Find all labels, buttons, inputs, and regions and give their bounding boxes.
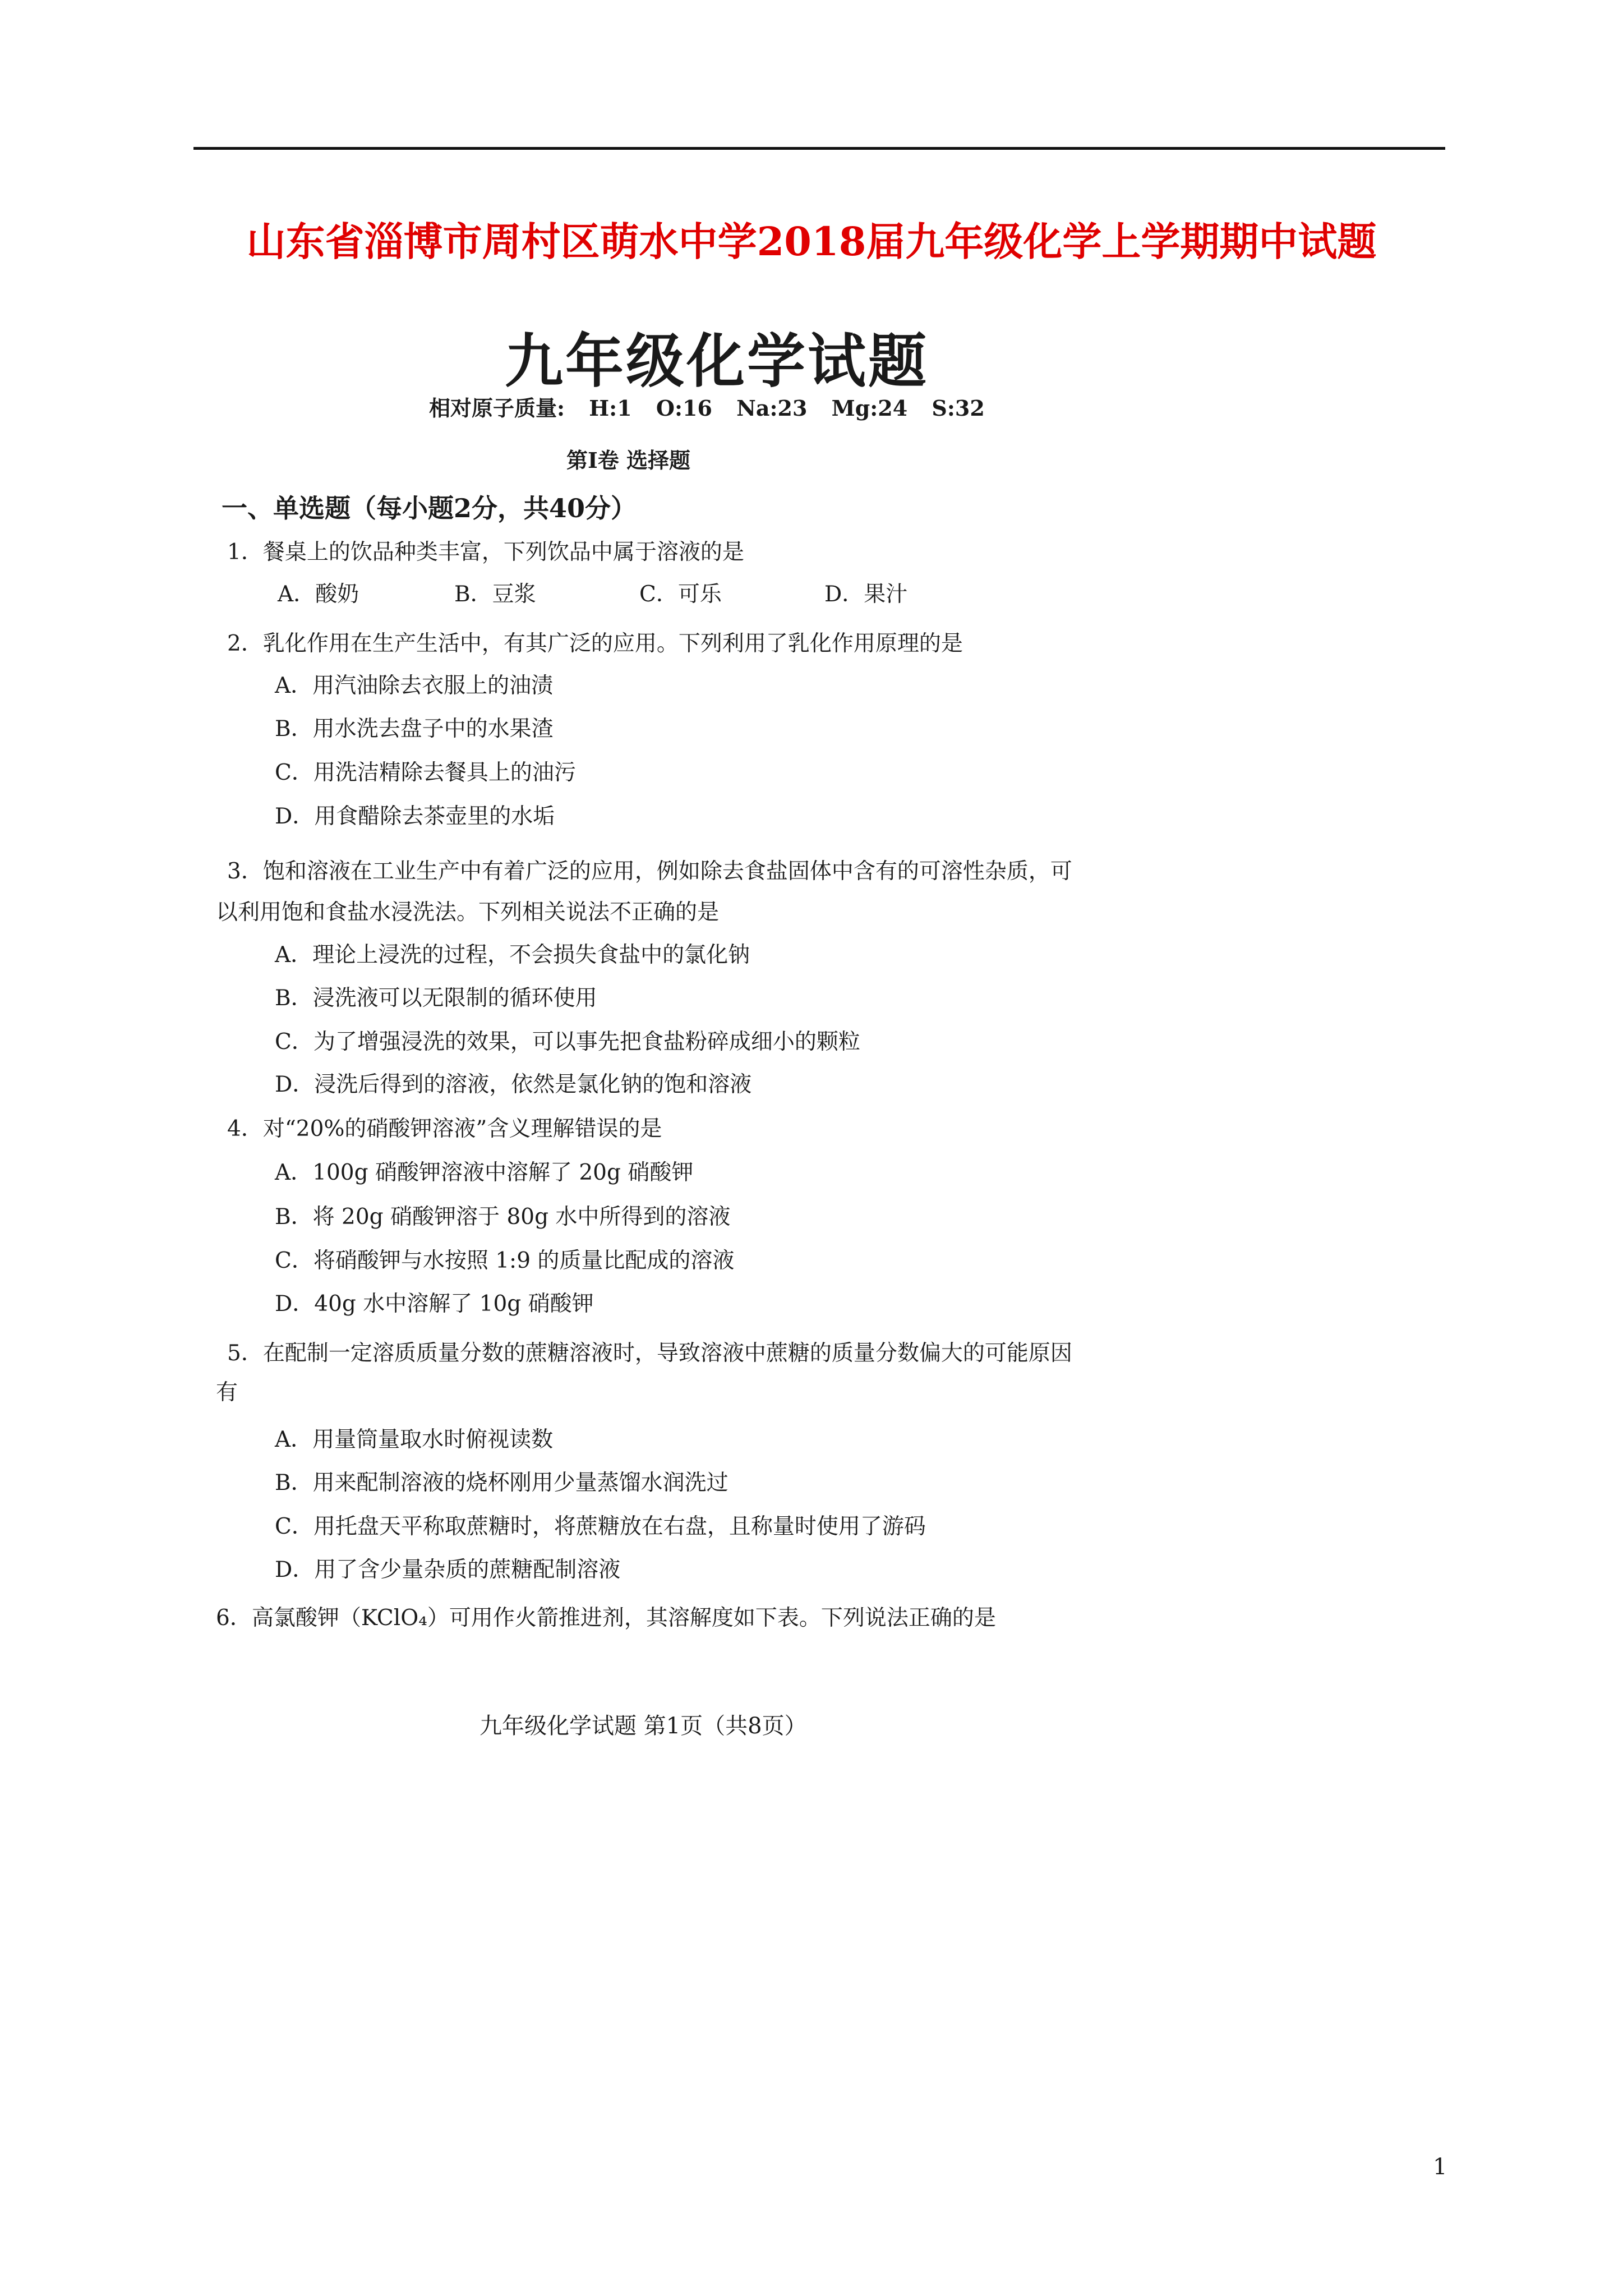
question-stem: 3．饱和溶液在工业生产中有着广泛的应用，例如除去食盐固体中含有的可溶性杂质，可 — [227, 859, 1072, 884]
option: B．将 20g 硝酸钾溶于 80g 水中所得到的溶液 — [275, 1204, 731, 1230]
header-rule — [193, 147, 1445, 150]
atomic-mass-item: H:1 — [589, 395, 632, 421]
question-stem-continued: 有 — [216, 1380, 238, 1405]
option: C．可乐 — [639, 582, 722, 607]
option: D．浸洗后得到的溶液，依然是氯化钠的饱和溶液 — [275, 1072, 752, 1097]
question-stem-continued: 以利用饱和食盐水浸洗法。下列相关说法不正确的是 — [216, 900, 720, 925]
option: D．用食醋除去茶壶里的水垢 — [275, 804, 555, 829]
atomic-mass-item: Mg:24 — [831, 395, 908, 421]
option: A．用量筒量取水时俯视读数 — [275, 1427, 554, 1452]
option: A．酸奶 — [278, 582, 359, 607]
running-footer: 九年级化学试题 第1页（共8页） — [479, 1713, 807, 1739]
document-title: 山东省淄博市周村区萌水中学2018届九年级化学上学期期中试题 — [246, 218, 1377, 265]
option: D．40g 水中溶解了 10g 硝酸钾 — [275, 1291, 594, 1317]
option: D．果汁 — [824, 582, 908, 607]
question-stem: 5．在配制一定溶质质量分数的蔗糖溶液时，导致溶液中蔗糖的质量分数偏大的可能原因 — [227, 1341, 1072, 1366]
option: C．为了增强浸洗的效果，可以事先把食盐粉碎成细小的颗粒 — [275, 1029, 860, 1055]
question-stem: 2．乳化作用在生产生活中，有其广泛的应用。下列利用了乳化作用原理的是 — [227, 631, 963, 656]
atomic-mass-item: Na:23 — [736, 395, 808, 421]
atomic-mass-line — [429, 391, 985, 422]
option: A．100g 硝酸钾溶液中溶解了 20g 硝酸钾 — [275, 1160, 694, 1185]
atomic-mass-label: 相对原子质量: — [429, 395, 565, 421]
option: D．用了含少量杂质的蔗糖配制溶液 — [275, 1557, 621, 1582]
atomic-mass-item: S:32 — [932, 395, 985, 421]
question-stem: 6．高氯酸钾（KClO₄）可用作火箭推进剂，其溶解度如下表。下列说法正确的是 — [216, 1605, 996, 1631]
option: B．浸洗液可以无限制的循环使用 — [275, 986, 597, 1011]
section-label: 第Ⅰ卷 选择题 — [566, 448, 691, 473]
option: C．将硝酸钾与水按照 1:9 的质量比配成的溶液 — [275, 1248, 735, 1273]
option: A．理论上浸洗的过程，不会损失食盐中的氯化钠 — [275, 942, 750, 968]
atomic-mass-item: O:16 — [656, 395, 712, 421]
option: C．用托盘天平称取蔗糖时，将蔗糖放在右盘，且称量时使用了游码 — [275, 1514, 926, 1539]
question-options-row — [0, 583, 1623, 609]
question-stem: 1．餐桌上的饮品种类丰富，下列饮品中属于溶液的是 — [227, 540, 744, 565]
page-number: 1 — [1433, 2154, 1447, 2180]
option: A．用汽油除去衣服上的油渍 — [275, 673, 554, 698]
option: B．用水洗去盘子中的水果渣 — [275, 716, 554, 742]
option: C．用洗洁精除去餐具上的油污 — [275, 760, 576, 785]
part-heading: 一、单选题（每小题2分，共40分） — [222, 493, 637, 523]
exam-title: 九年级化学试题 — [505, 326, 929, 395]
option: B．豆浆 — [454, 582, 536, 607]
option: B．用来配制溶液的烧杯刚用少量蒸馏水润洗过 — [275, 1470, 728, 1496]
question-stem: 4．对“20%的硝酸钾溶液”含义理解错误的是 — [227, 1116, 662, 1142]
